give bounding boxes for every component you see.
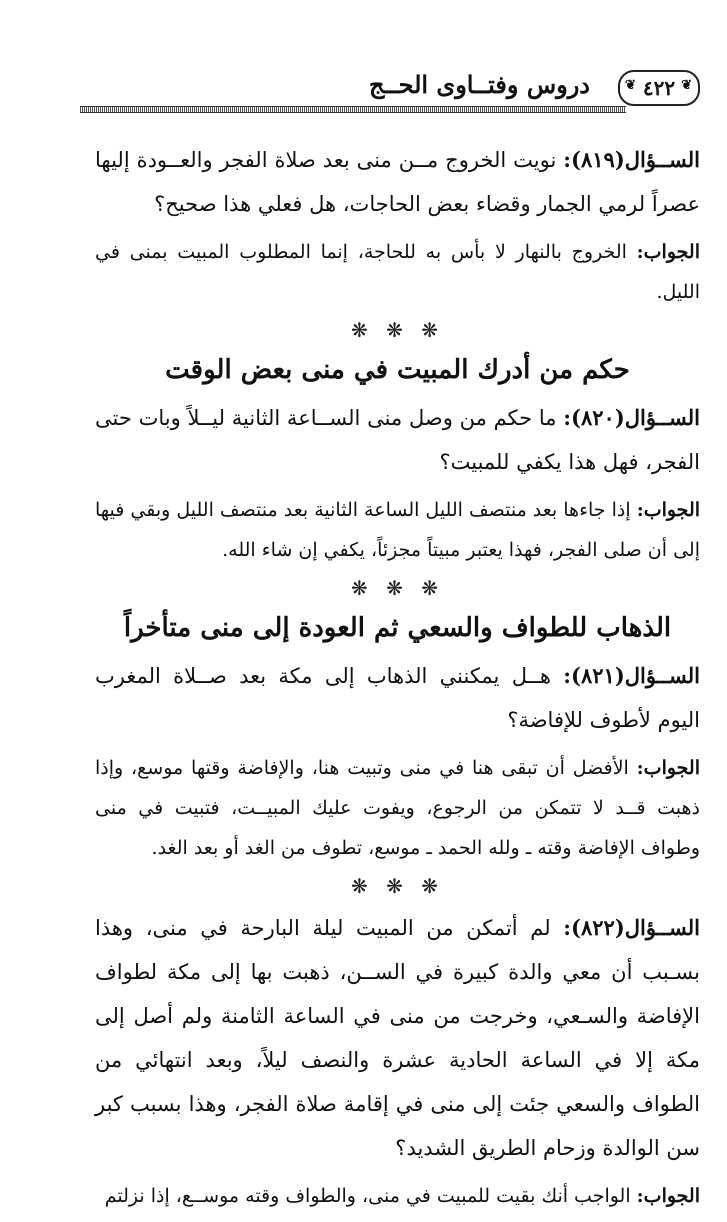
running-title: دروس وفتــاوى الحــج [369, 70, 590, 99]
section-separator: ❋ ❋ ❋ [351, 874, 444, 898]
section-heading: حكم من أدرك المبيت في منى بعض الوقت [165, 355, 630, 385]
section-separator: ❋ ❋ ❋ [351, 576, 444, 600]
page-header [80, 66, 700, 112]
page-body [95, 138, 700, 1222]
question-label: الســؤال(٨٢١): [563, 663, 700, 688]
answer-label: الجواب: [636, 757, 700, 779]
answer-819 [95, 232, 700, 312]
answer-text: الخروج بالنهار لا بأس به للحاجة، إنما المطلوب المبيت بمنى في الليل. [95, 241, 700, 303]
question-820 [95, 396, 700, 484]
answer-820 [95, 490, 700, 570]
section-heading: الذهاب للطواف والسعي ثم العودة إلى منى متأخراً [123, 613, 672, 643]
page-number-badge [618, 70, 700, 106]
question-text: هــل يمكنني الذهاب إلى مكة بعد صــلاة المغرب اليوم لأطوف للإفاضة؟ [95, 664, 700, 732]
answer-822 [95, 1176, 700, 1216]
answer-text: الأفضل أن تبقى هنا في منى وتبيت هنا، والإفاضة وقتها موسع، وإذا ذهبت قــد لا تتمكن من الرجوع، ويفوت عليك المبيــت، فتبيت في منى وطواف الإفاضة وقته ـ ولله الحمد ـ موسع، تطوف من الغد أو بعد الغد. [95, 757, 700, 859]
answer-label: الجواب: [636, 1185, 700, 1207]
section-separator: ❋ ❋ ❋ [351, 318, 444, 342]
answer-label: الجواب: [636, 499, 701, 521]
answer-text: الواجب أنك بقيت للمبيت في منى، والطواف وقته موســع، إذا نزلتم [104, 1185, 631, 1207]
question-label: الســؤال(٨٢٠): [563, 405, 700, 430]
question-819 [95, 138, 700, 226]
question-label: الســؤال(٨٢٢): [563, 915, 700, 940]
header-rule [80, 106, 626, 113]
question-text: نويت الخروج مــن منى بعد صلاة الفجر والعــودة إليها عصراً لرمي الجمار وقضاء بعض الحاجات، هل فعلي هذا صحيح؟ [95, 148, 700, 216]
page-number: ❦ ٤٢٢ [642, 76, 676, 100]
answer-text: إذا جاءها بعد منتصف الليل الساعة الثانية بعد منتصف الليل وبقي فيها إلى أن صلى الفجر، فهذا يعتبر مبيتاً مجزئاً، يكفي إن شاء الله. [95, 499, 700, 561]
question-822 [95, 906, 700, 1170]
question-text: لم أتمكن من المبيت ليلة البارحة في منى، وهذا بسـبب أن معي والدة كبيرة في الســن، ذهبت بها إلى مكة لطواف الإفاضة والسـعي، وخرجت من منى في الساعة الثامنة ولم أصل إلى مكة إلا في الساعة الحادية عشرة والنصف ليلاً، وبعد انتهائي من الطواف والسعي جئت إلى منى في إقامة صلاة الفجر، وهذا بسبب كبر سن الوالدة وزحام الطريق الشديد؟ [95, 916, 700, 1160]
question-text: ما حكم من وصل منى الســاعة الثانية ليــلاً وبات حتى الفجر، فهل هذا يكفي للمبيت؟ [95, 406, 700, 474]
answer-821 [95, 748, 700, 868]
answer-label: الجواب: [636, 241, 700, 263]
question-label: الســؤال(٨١٩): [563, 147, 700, 172]
question-821 [95, 654, 700, 742]
